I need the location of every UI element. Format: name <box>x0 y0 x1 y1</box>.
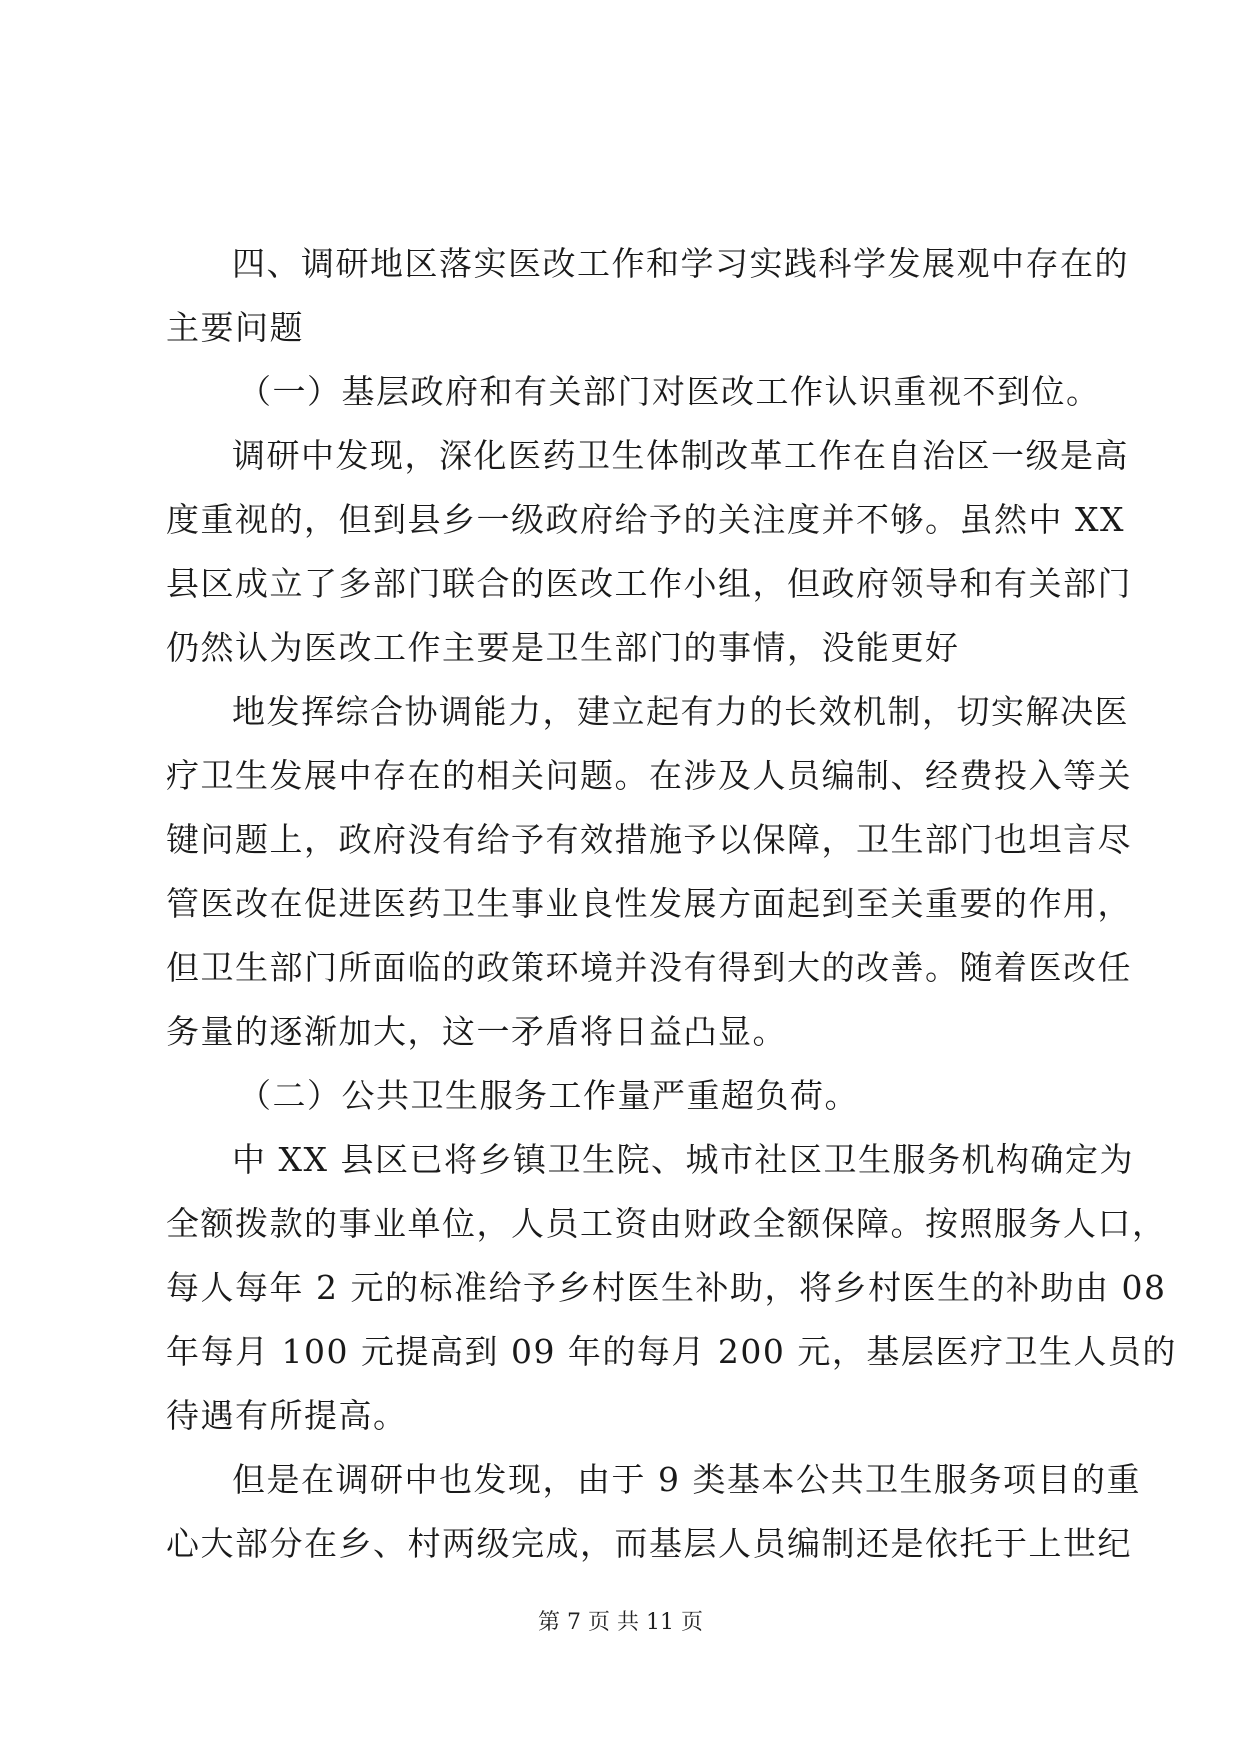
paragraph-line: 心大部分在乡、村两级完成，而基层人员编制还是依托于上世纪 <box>166 1524 1132 1563</box>
paragraph-line: 全额拨款的事业单位，人员工资由财政全额保障。按照服务人口， <box>166 1204 1167 1243</box>
document-body <box>166 232 1177 1576</box>
paragraph-line: 键问题上，政府没有给予有效措施予以保障，卫生部门也坦言尽 <box>166 820 1132 859</box>
paragraph-line: 疗卫生发展中存在的相关问题。在涉及人员编制、经费投入等关 <box>166 756 1132 795</box>
paragraph-line: 管医改在促进医药卫生事业良性发展方面起到至关重要的作用， <box>166 884 1132 923</box>
section-heading-line-2: 主要问题 <box>166 308 304 347</box>
paragraph-line: 但卫生部门所面临的政策环境并没有得到大的改善。随着医改任 <box>166 948 1132 987</box>
paragraph-line: 仍然认为医改工作主要是卫生部门的事情，没能更好 <box>166 628 960 667</box>
paragraph-line: 县区成立了多部门联合的医改工作小组，但政府领导和有关部门 <box>166 564 1132 603</box>
paragraph-line: 地发挥综合协调能力，建立起有力的长效机制，切实解决医 <box>232 692 1129 731</box>
paragraph-line: 年每月 100 元提高到 09 年的每月 200 元，基层医疗卫生人员的 <box>166 1332 1177 1371</box>
subsection-heading-1: （一）基层政府和有关部门对医改工作认识重视不到位。 <box>238 372 1101 411</box>
paragraph-line: 度重视的，但到县乡一级政府给予的关注度并不够。虽然中 XX <box>166 500 1125 539</box>
paragraph-line: 调研中发现，深化医药卫生体制改革工作在自治区一级是高 <box>232 436 1129 475</box>
paragraph-line: 中 XX 县区已将乡镇卫生院、城市社区卫生服务机构确定为 <box>232 1140 1134 1179</box>
paragraph-line: 务量的逐渐加大，这一矛盾将日益凸显。 <box>166 1012 787 1051</box>
subsection-heading-2: （二）公共卫生服务工作量严重超负荷。 <box>238 1076 859 1115</box>
paragraph-line: 待遇有所提高。 <box>166 1396 408 1435</box>
page-number-footer: 第 7 页 共 11 页 <box>538 1610 703 1635</box>
paragraph-line: 但是在调研中也发现，由于 9 类基本公共卫生服务项目的重 <box>232 1460 1141 1499</box>
paragraph-line: 每人每年 2 元的标准给予乡村医生补助，将乡村医生的补助由 08 <box>166 1268 1167 1307</box>
section-heading-line-1: 四、调研地区落实医改工作和学习实践科学发展观中存在的 <box>232 244 1129 283</box>
